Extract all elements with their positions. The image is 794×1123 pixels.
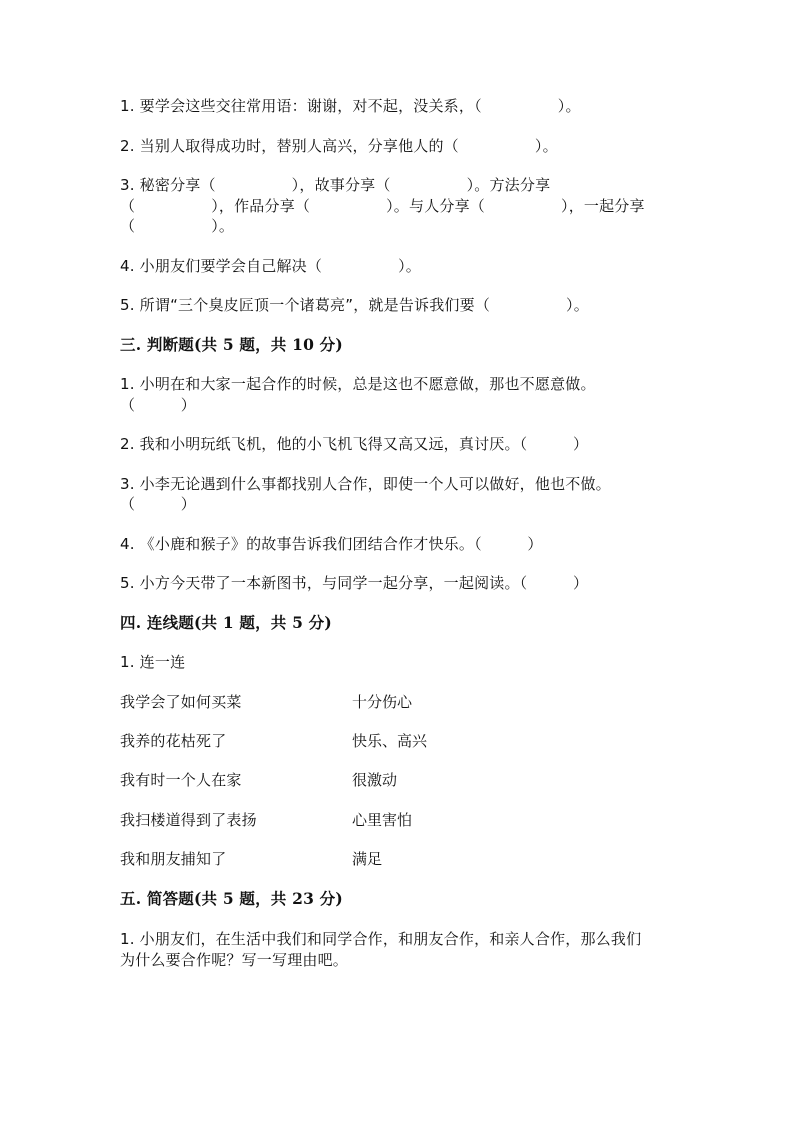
match-right-item: 很激动 bbox=[352, 771, 398, 789]
match-right-item: 十分伤心 bbox=[352, 693, 413, 711]
judge-question-1-line-1: 1. 小明在和大家一起合作的时候，总是这也不愿意做，那也不愿意做。 bbox=[120, 375, 596, 393]
short-answer-section-heading: 五. 简答题(共 5 题，共 23 分) bbox=[120, 889, 343, 908]
match-right-item: 快乐、高兴 bbox=[352, 732, 428, 750]
match-section-heading: 四. 连线题(共 1 题，共 5 分) bbox=[120, 613, 332, 632]
judge-question-4: 4. 《小鹿和猴子》的故事告诉我们团结合作才快乐。（ ） bbox=[120, 535, 543, 553]
fill-question-1: 1. 要学会这些交往常用语：谢谢，对不起，没关系，（ ）。 bbox=[120, 97, 581, 115]
short-answer-question-1-line-1: 1. 小朋友们，在生活中我们和同学合作，和朋友合作，和亲人合作，那么我们 bbox=[120, 930, 642, 948]
match-left-item: 我学会了如何买菜 bbox=[120, 693, 242, 711]
fill-question-4: 4. 小朋友们要学会自己解决（ ）。 bbox=[120, 257, 421, 275]
match-right-item: 心里害怕 bbox=[352, 811, 413, 829]
match-left-item: 我扫楼道得到了表扬 bbox=[120, 811, 257, 829]
judge-question-3-answer: （ ） bbox=[120, 495, 197, 513]
fill-question-3-line-3: （ ）。 bbox=[120, 217, 235, 235]
short-answer-question-1-line-2: 为什么要合作呢？写一写理由吧。 bbox=[120, 951, 349, 969]
judge-question-5: 5. 小方今天带了一本新图书，与同学一起分享，一起阅读。（ ） bbox=[120, 574, 589, 592]
fill-question-3-line-1: 3. 秘密分享（ ），故事分享（ ）。方法分享 bbox=[120, 176, 551, 194]
match-left-item: 我养的花枯死了 bbox=[120, 732, 227, 750]
judge-question-1-answer: （ ） bbox=[120, 396, 197, 414]
match-question-1: 1. 连一连 bbox=[120, 653, 186, 671]
match-left-item: 我和朋友捕知了 bbox=[120, 850, 227, 868]
fill-question-2: 2. 当别人取得成功时，替别人高兴，分享他人的（ ）。 bbox=[120, 137, 558, 155]
match-left-item: 我有时一个人在家 bbox=[120, 771, 242, 789]
match-right-item: 满足 bbox=[352, 850, 383, 868]
judge-question-3-line-1: 3. 小李无论遇到什么事都找别人合作，即使一个人可以做好，他也不做。 bbox=[120, 475, 611, 493]
judge-question-2: 2. 我和小明玩纸飞机，他的小飞机飞得又高又远，真讨厌。（ ） bbox=[120, 435, 589, 453]
fill-question-3-line-2: （ ），作品分享（ ）。与人分享（ ），一起分享 bbox=[120, 197, 645, 215]
fill-question-5: 5. 所谓“三个臭皮匠顶一个诸葛亮”，就是告诉我们要（ ）。 bbox=[120, 296, 589, 314]
judge-section-heading: 三. 判断题(共 5 题，共 10 分) bbox=[120, 335, 343, 354]
